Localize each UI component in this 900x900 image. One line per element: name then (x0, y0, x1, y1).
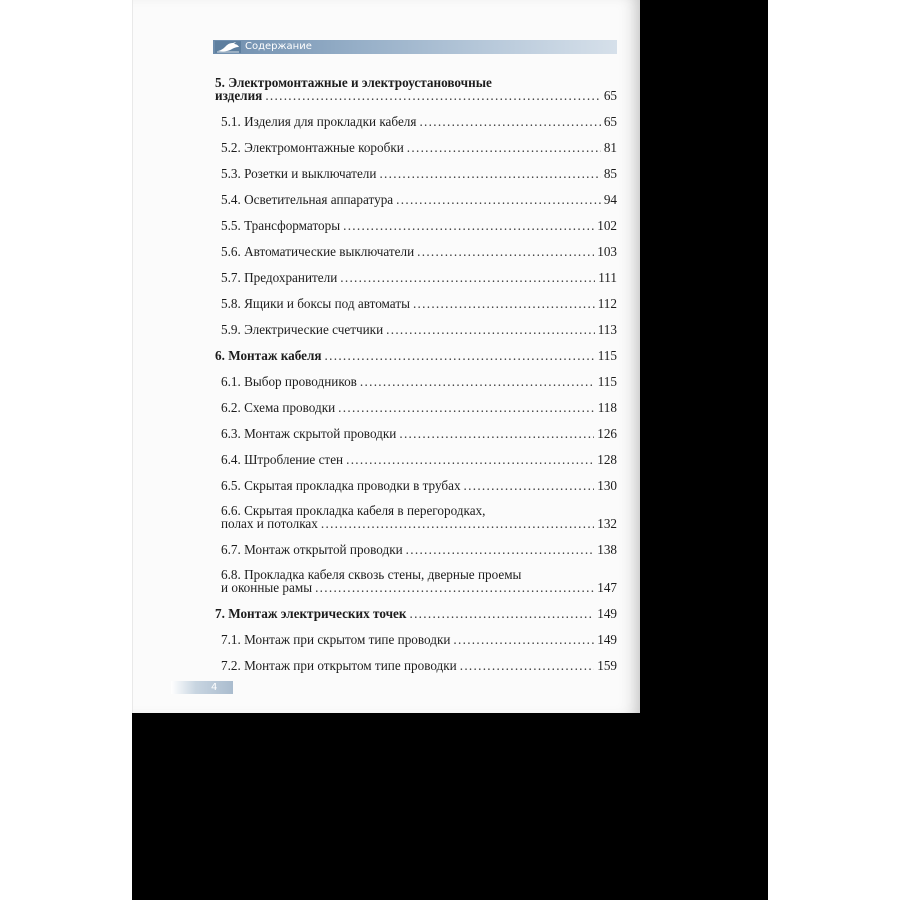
toc-page-number: 111 (598, 270, 617, 285)
book-page (133, 0, 640, 713)
toc-section-entry[interactable] (221, 166, 617, 181)
toc-entry-title: 6.1. Выбор проводников (221, 374, 357, 389)
toc-chapter-entry[interactable] (215, 88, 617, 103)
toc-entry-title: 5.7. Предохранители (221, 270, 338, 285)
toc-section-entry[interactable] (221, 192, 617, 207)
toc-page-number: 149 (597, 632, 617, 647)
toc-entry-title: 5.3. Розетки и выключатели (221, 166, 377, 181)
toc-entry-first-line: 6.8. Прокладка кабеля сквозь стены, дверные проемы (221, 567, 522, 582)
toc-entry-title: 5.5. Трансформаторы (221, 218, 341, 233)
toc-page-number: 102 (597, 218, 617, 233)
scan-background-bottom (132, 713, 768, 900)
toc-entry-title: 7.1. Монтаж при скрытом типе проводки (221, 632, 451, 647)
dot-leader (419, 114, 600, 129)
dot-leader (464, 478, 595, 493)
toc-section-entry[interactable] (221, 542, 617, 557)
toc-section-entry[interactable] (221, 270, 617, 285)
toc-page-number: 85 (603, 166, 617, 181)
bird-logo-icon (215, 41, 241, 53)
toc-chapter-entry[interactable] (215, 606, 617, 621)
toc-section-entry[interactable] (221, 452, 617, 467)
toc-page-number: 81 (603, 140, 617, 155)
toc-page-number: 115 (597, 374, 617, 389)
page-number-tab (171, 681, 233, 694)
toc-entry-title: 6.4. Штробление стен (221, 452, 344, 467)
toc-page-number: 118 (597, 400, 617, 415)
toc-section-entry[interactable] (221, 322, 617, 337)
toc-page-number: 138 (597, 542, 617, 557)
toc-section-entry[interactable] (221, 580, 617, 595)
toc-page-number: 112 (597, 296, 617, 311)
dot-leader (406, 542, 595, 557)
toc-page-number: 65 (603, 114, 617, 129)
toc-entry-title: 6.3. Монтаж скрытой проводки (221, 426, 397, 441)
toc-page-number: 159 (597, 658, 617, 673)
dot-leader (460, 658, 594, 673)
toc-page-number: 126 (597, 426, 617, 441)
toc-section-entry[interactable] (221, 140, 617, 155)
toc-entry-first-line: 6.6. Скрытая прокладка кабеля в перегородках, (221, 503, 486, 518)
dot-leader (399, 426, 594, 441)
dot-leader (325, 348, 595, 363)
toc-entry-title: 5.9. Электрические счетчики (221, 322, 384, 337)
toc-page-number: 113 (597, 322, 617, 337)
toc-entry-title: 5.2. Электромонтажные коробки (221, 140, 404, 155)
toc-entry-title: 6.5. Скрытая прокладка проводки в трубах (221, 478, 461, 493)
toc-section-entry[interactable] (221, 218, 617, 233)
header-title: Содержание (245, 41, 312, 52)
toc-section-entry[interactable] (221, 400, 617, 415)
dot-leader (340, 270, 595, 285)
dot-leader (346, 452, 594, 467)
toc-entry-title: полах и потолках (221, 516, 318, 531)
toc-section-entry[interactable] (221, 114, 617, 129)
toc-page-number: 132 (597, 516, 617, 531)
toc-page-number: 65 (603, 88, 617, 103)
dot-leader (379, 166, 600, 181)
toc-page-number: 130 (597, 478, 617, 493)
toc-section-entry[interactable] (221, 374, 617, 389)
toc-section-entry[interactable] (221, 516, 617, 531)
toc-chapter-entry[interactable] (215, 348, 617, 363)
toc-page-number: 128 (597, 452, 617, 467)
dot-leader (409, 606, 594, 621)
toc-entry-title: и оконные рамы (221, 580, 313, 595)
toc-entry-title: 6. Монтаж кабеля (215, 348, 322, 363)
dot-leader (413, 296, 595, 311)
toc-entry-title: 5.1. Изделия для прокладки кабеля (221, 114, 417, 129)
toc-page-number: 103 (597, 244, 617, 259)
toc-section-entry[interactable] (221, 296, 617, 311)
toc-entry-title: 6.2. Схема проводки (221, 400, 336, 415)
dot-leader (321, 516, 594, 531)
toc-section-entry[interactable] (221, 426, 617, 441)
toc-entry-title: 5.8. Ящики и боксы под автоматы (221, 296, 410, 311)
dot-leader (338, 400, 595, 415)
toc-entry-title: 6.7. Монтаж открытой проводки (221, 542, 403, 557)
dot-leader (343, 218, 594, 233)
page-number: 4 (211, 682, 218, 693)
dot-leader (315, 580, 594, 595)
dot-leader (386, 322, 595, 337)
toc-page-number: 94 (603, 192, 617, 207)
dot-leader (417, 244, 594, 259)
toc-section-entry[interactable] (221, 632, 617, 647)
toc-section-entry[interactable] (221, 658, 617, 673)
toc-entry-first-line: 5. Электромонтажные и электроустановочные (215, 75, 492, 90)
toc-section-entry[interactable] (221, 244, 617, 259)
toc-page-number: 149 (597, 606, 617, 621)
toc-entry-title: 5.6. Автоматические выключатели (221, 244, 415, 259)
dot-leader (453, 632, 594, 647)
toc-entry-title: изделия (215, 88, 263, 103)
toc-entry-title: 7.2. Монтаж при открытом типе проводки (221, 658, 457, 673)
toc-page-number: 147 (597, 580, 617, 595)
dot-leader (265, 88, 600, 103)
toc-entry-title: 7. Монтаж электрических точек (215, 606, 407, 621)
toc-entry-title: 5.4. Осветительная аппаратура (221, 192, 394, 207)
dot-leader (360, 374, 595, 389)
toc-page-number: 115 (597, 348, 617, 363)
dot-leader (396, 192, 601, 207)
toc-section-entry[interactable] (221, 478, 617, 493)
dot-leader (407, 140, 601, 155)
